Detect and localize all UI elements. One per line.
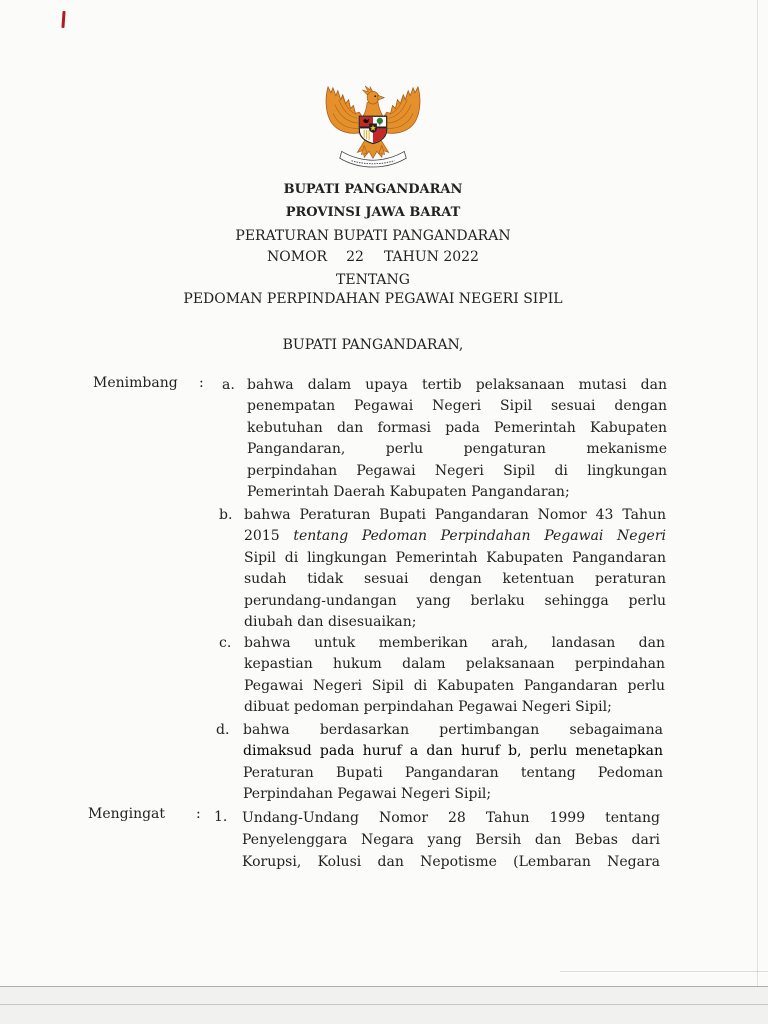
- recalling-item-1: [242, 807, 660, 873]
- item-line: Peraturan Bupati Pangandaran tentang Pedoman: [243, 764, 663, 781]
- item-line: [244, 526, 666, 547]
- item-line: bahwa Peraturan Bupati Pangandaran Nomor 43 Tahun: [244, 507, 666, 523]
- considering-label: Menimbang: [93, 375, 178, 391]
- right-wing: [383, 87, 420, 133]
- issuer-line: BUPATI PANGANDARAN,: [282, 337, 464, 353]
- regent-title: BUPATI PANGANDARAN: [283, 182, 463, 197]
- regulation-title: PERATURAN BUPATI PANGANDARAN: [235, 228, 511, 244]
- item-line: penempatan Pegawai Negeri Sipil sesuai dengan: [247, 398, 667, 415]
- item-line: Perpindahan Pegawai Negeri Sipil;: [243, 786, 492, 803]
- garuda-pancasila-emblem: [324, 83, 422, 169]
- considering-item-a: [247, 375, 667, 503]
- about-label: TENTANG: [336, 272, 410, 288]
- item-marker-d: d.: [216, 722, 230, 738]
- regulation-number-line: [0, 247, 746, 267]
- regulation-number-label: NOMOR: [267, 249, 328, 265]
- regulation-year: TAHUN 2022: [383, 249, 479, 265]
- item-line: Penyelenggara Negara yang Bersih dan Bebas dari: [242, 832, 660, 848]
- recalling-colon: :: [196, 806, 201, 822]
- item-line: kebutuhan dan formasi pada Pemerintah Kabupaten: [247, 419, 667, 436]
- item-marker-b: b.: [219, 507, 233, 523]
- item-line: dimaksud pada huruf a dan huruf b, perlu menetapkan: [243, 743, 663, 760]
- item-marker-c: c.: [219, 635, 232, 651]
- item-line-italic-title: tentang Pedoman Perpindahan Pegawai Negeri: [293, 528, 667, 545]
- item-line: Pegawai Negeri Sipil di Kabupaten Pangandaran perlu: [244, 677, 665, 694]
- considering-item-d: [243, 720, 663, 806]
- item-line: Pemerintah Daerah Kabupaten Pangandaran;: [247, 483, 570, 500]
- province-title: PROVINSI JAWA BARAT: [285, 205, 461, 220]
- regulation-subject: PEDOMAN PERPINDAHAN PEGAWAI NEGERI SIPIL: [183, 291, 563, 307]
- item-line: bahwa untuk memberikan arah, landasan dan: [244, 635, 665, 651]
- considering-item-c: [244, 633, 665, 719]
- considering-colon: :: [199, 375, 204, 391]
- item-line: kepastian hukum dalam pelaksanaan perpindahan: [244, 656, 665, 673]
- item-line: bahwa berdasarkan pertimbangan sebagaimana: [243, 722, 663, 738]
- red-ink-mark: [61, 11, 65, 28]
- item-line: Korupsi, Kolusi dan Nepotisme (Lembaran Negara: [242, 854, 660, 870]
- item-marker-a: a.: [222, 377, 235, 393]
- scan-bottom-band: [0, 986, 768, 1024]
- item-line: bahwa dalam upaya tertib pelaksanaan mutasi dan: [247, 377, 667, 393]
- scan-edge-line: [0, 986, 768, 987]
- scan-edge-line: [0, 1004, 768, 1005]
- scan-edge-line: [560, 971, 768, 972]
- item-line-year: 2015: [244, 528, 280, 545]
- item-line: dibuat pedoman perpindahan Pegawai Negeri Sipil;: [244, 699, 612, 716]
- item-line: Sipil di lingkungan Pemerintah Kabupaten Pangandaran: [244, 549, 666, 566]
- shield: [359, 116, 386, 143]
- scan-edge-vertical: [757, 0, 758, 986]
- item-line: perpindahan Pegawai Negeri Sipil di lingkungan: [247, 462, 667, 479]
- recalling-label: Mengingat: [88, 806, 166, 822]
- item-marker-1: 1.: [214, 809, 228, 825]
- left-wing: [326, 87, 363, 133]
- item-line: Pangandaran, perlu pengaturan mekanisme: [247, 441, 667, 458]
- regulation-number: 22: [346, 249, 364, 265]
- item-line: Undang-Undang Nomor 28 Tahun 1999 tentang: [242, 810, 660, 826]
- considering-item-b: [244, 505, 666, 633]
- item-line: sudah tidak sesuai dengan ketentuan peraturan: [244, 571, 666, 588]
- item-line: diubah dan disesuaikan;: [244, 613, 417, 630]
- item-line: perundang-undangan yang berlaku sehingga perlu: [244, 592, 666, 609]
